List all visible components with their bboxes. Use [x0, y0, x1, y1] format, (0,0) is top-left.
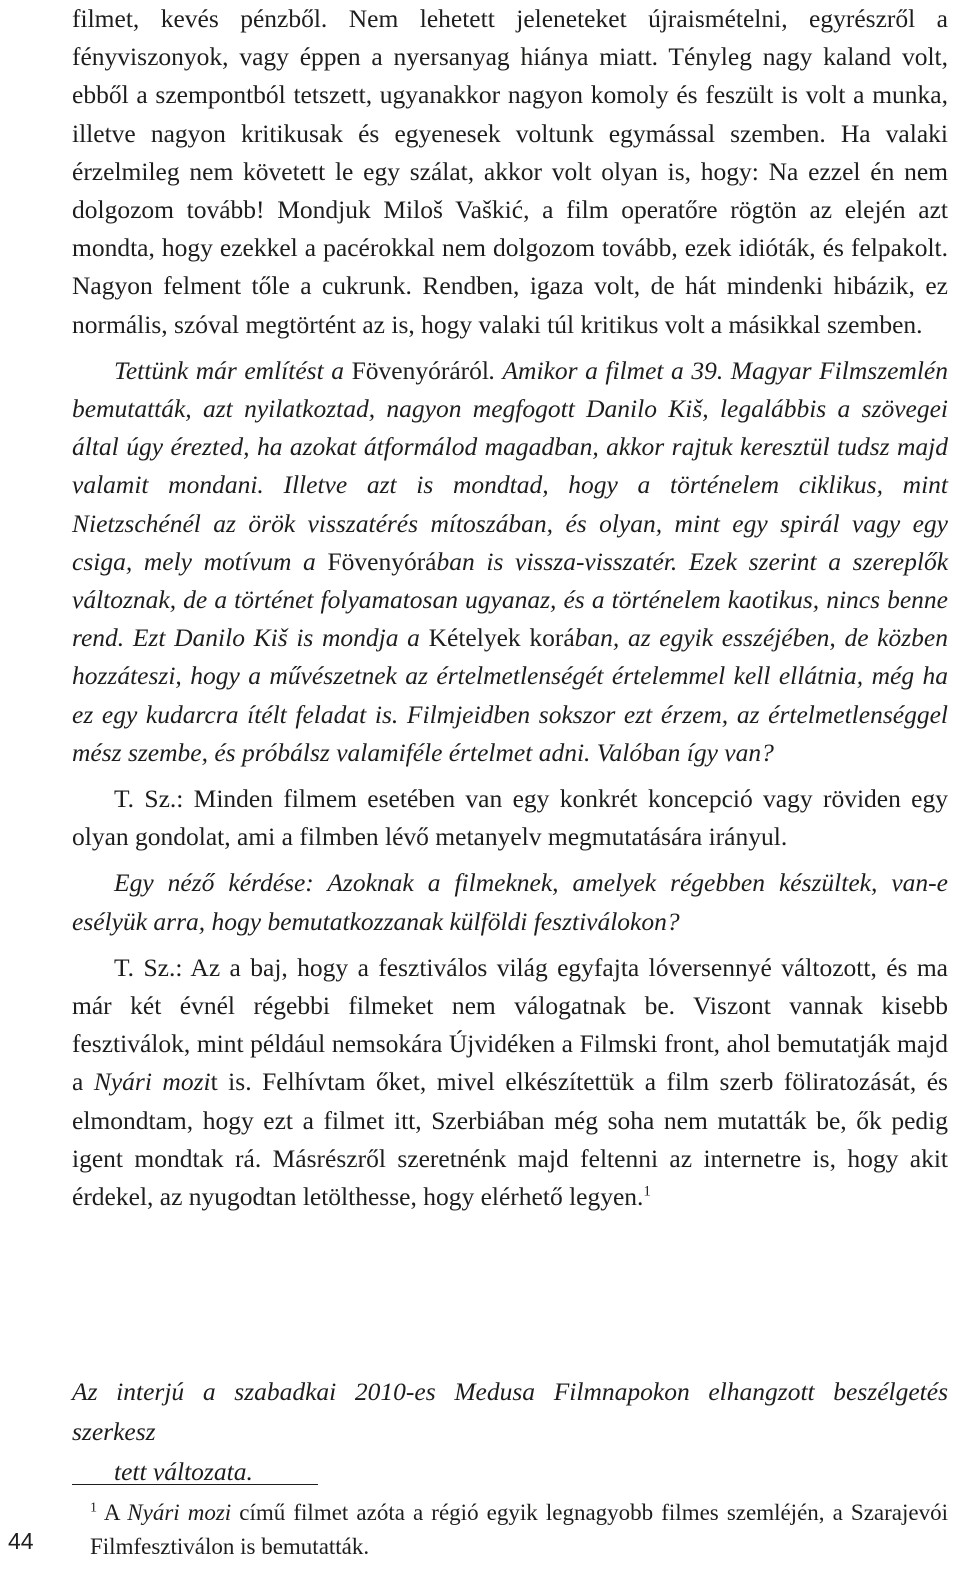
film-title-fovenyora: Fövenyórá [327, 546, 437, 576]
note-line-1: Az interjú a szabadkai 2010-es Medusa Filmnapokon elhangzott beszélgetés szerkesz [72, 1377, 948, 1446]
paragraph-3-answer [72, 780, 948, 856]
interview-source-note [72, 1372, 948, 1492]
page-number: 44 [8, 1528, 34, 1554]
answer-text: T. Sz.: Minden filmem esetében van egy konkrét koncepció vagy röviden egy olyan gondolat, ami a filmben lévő metanyelv megmutatására irányul. [72, 784, 948, 852]
paragraph-1-text: filmet, kevés pénzből. Nem lehetett jeleneteket újraismételni, egyrészről a fényviszonyok, vagy éppen a nyersanyag hiánya miatt. Tényleg nagy kaland volt, ebből a szempontból tetszett, ugyanakkor nagyon komoly és feszült is volt a munka, illetve nagyon kritikusak és egyenesek voltunk egymással szemben. Ha valaki érzelmileg nem követett le egy szálat, akkor volt olyan is, hogy: Na ezzel én nem dolgozom tovább! Mondjuk Miloš Vaškić, a film operatőre rögtön az elején azt mondta, hogy ezekkel a pacérokkal nem dolgozom tovább, ezek idióták, és felpakolt. Nagyon felment tőle a cukrunk. Rendben, igaza volt, de hát mindenki hibázik, ez normális, szóval megtörtént az is, hogy valaki túl kritikus volt a másikkal szemben. [72, 4, 948, 339]
footnote [90, 1496, 948, 1564]
book-title-ketelyek-kora: Kételyek korá [428, 623, 575, 653]
question-text: ban is vissza-visszatér. Ezek szerint a szereplők változnak, de a történet folyamatosan ugyanaz, és a történelem kaotikus, nincs benne rend. Ezt Danilo Kiš is mondja a [72, 546, 949, 653]
question-text: ban, az egyik esszéjében, de közben hozzáteszi, hogy a művészetnek az értelmetlenségét értelemmel kell ellátnia, még ha ez egy kudarcra ítélt feladat is. Filmjeidben sokszor ezt érzem, az értelmetlenséggel mész szembe, és próbálsz valamiféle értelmet adni. Valóban így van? [72, 623, 948, 767]
footnote-divider [72, 1484, 318, 1485]
answer-text: t is. Felhívtam őket, mivel elkészítettük a film szerb föliratozását, és elmondtam, hogy ezt a filmet itt, Szerbiában még soha nem mutatták be, ők pedig igent mondtak rá. Másrészről szeretnénk majd feltenni az internetre is, hogy akit érdekel, az nyugodtan letölthesse, hogy elérhető legyen. [72, 1067, 948, 1212]
footnote-reference[interactable]: 1 [643, 1183, 651, 1200]
question-text: Tettünk már említést a [114, 355, 352, 385]
body-text [72, 0, 948, 1216]
paragraph-5-answer [72, 949, 948, 1216]
footnote-marker: 1 [90, 1500, 97, 1516]
paragraph-2-question [72, 352, 948, 772]
paragraph-4-audience-question [72, 864, 948, 940]
film-title-nyari-mozi: Nyári mozi [93, 1067, 211, 1097]
question-text: . Amikor a filmet a 39. Magyar Filmszemlén bemutatták, azt nyilatkoztad, nagyon megfogott Danilo Kiš, legalábbis a szövegei által úgy érezted, ha azokat átformálod magadban, akkor rajtuk keresztül tudsz majd valamit mondani. Illetve azt is mondtad, hogy a történelem ciklikus, mint Nietzschénél az örök visszatérés mítoszában, és olyan, mint egy spirál vagy egy csiga, mely motívum a [72, 355, 948, 576]
film-title-fovenyora: Fövenyóráról [351, 355, 489, 385]
footnote-film-title: Nyári mozi [127, 1500, 232, 1525]
footnote-text: A [97, 1500, 128, 1525]
answer-text: T. Sz.: Az a baj, hogy a fesztiválos világ egyfajta lóversennyé változott, és ma már két évnél régebbi filmeket nem válogatnak be. Viszont vannak kisebb fesztiválok, mint például nemsokára Újvidéken a Filmski front, ahol bemutatják majd a [72, 952, 948, 1097]
paragraph-1 [72, 0, 948, 344]
audience-question-text: Egy néző kérdése: Azoknak a filmeknek, amelyek régebben készültek, van-e esélyük arra, hogy bemutatkozzanak külföldi fesztiválokon? [72, 868, 948, 936]
footnote-text: című filmet azóta a régió egyik legnagyobb filmes szemléjén, a Szarajevói Filmfesztiválon is bemutatták. [90, 1500, 948, 1559]
note-line-2: tett változata. [114, 1457, 253, 1486]
